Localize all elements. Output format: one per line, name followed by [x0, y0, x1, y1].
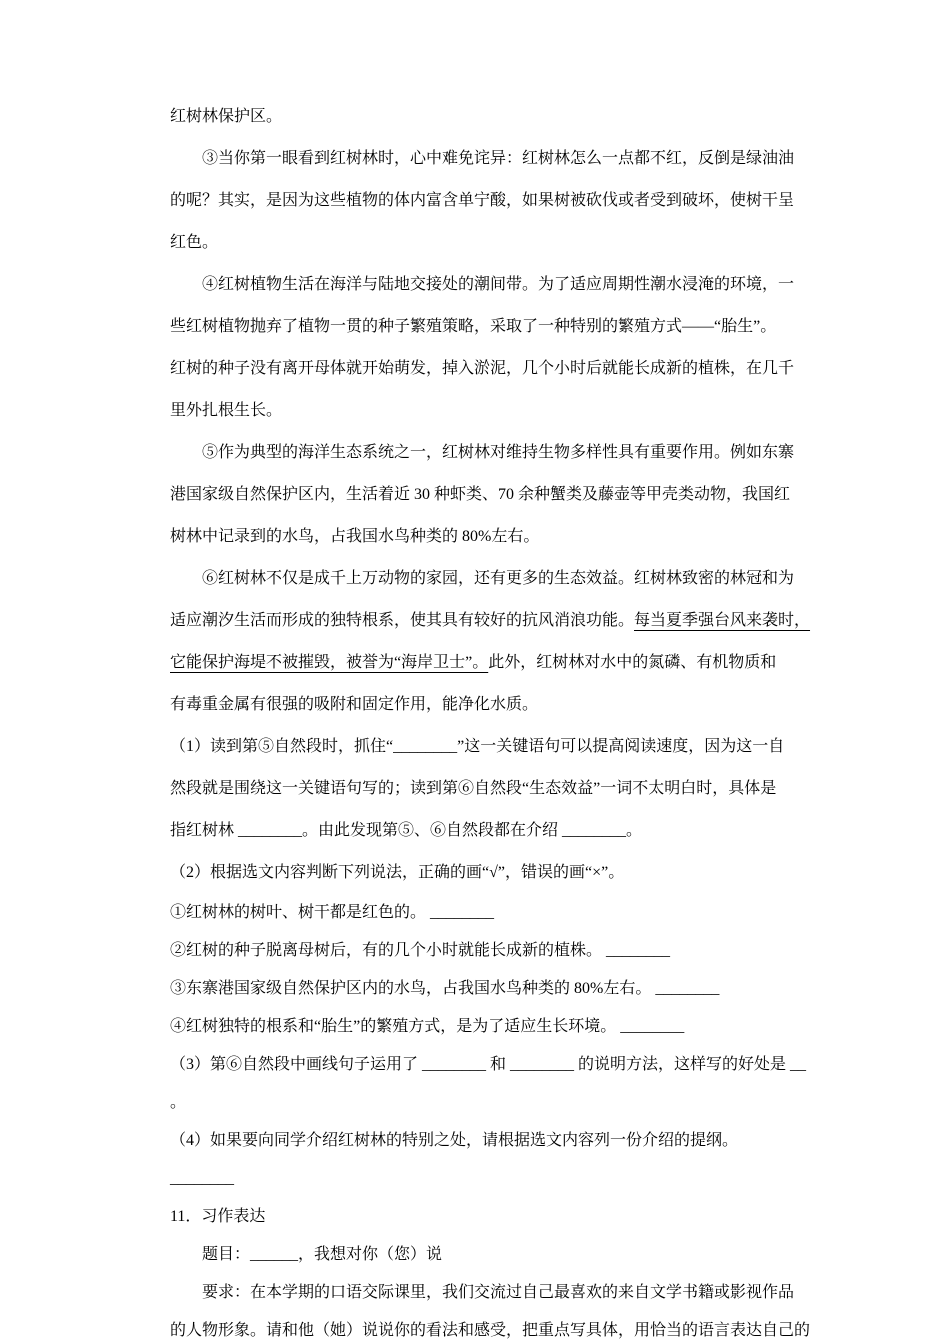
- text-line: [170, 1084, 822, 1122]
- text-segment: ④红树植物生活在海洋与陆地交接处的潮间带。为了适应周期性潮水浸淹的环境，一: [202, 276, 795, 293]
- text-line: [170, 432, 822, 474]
- text-line: [170, 264, 822, 306]
- text-line: [170, 306, 822, 348]
- text-line: [170, 810, 822, 852]
- text-segment: ②红树的种子脱离母树后，有的几个小时就能长成新的植株。 ________: [170, 942, 671, 959]
- text-line: [170, 768, 822, 810]
- text-line: [170, 558, 822, 600]
- text-segment: 指红树林 ________。由此发现第⑤、⑥自然段都在介绍 ________。: [170, 822, 643, 839]
- text-segment: 树林中记录到的水鸟，占我国水鸟种类的 80%左右。: [170, 528, 540, 545]
- text-segment: 11．习作表达: [170, 1208, 266, 1225]
- text-segment: （1）读到第⑤自然段时，抓住“________”这一关键语句可以提高阅读速度，因为这一自: [170, 738, 785, 755]
- text-line: [170, 1312, 822, 1344]
- text-line: [170, 852, 822, 894]
- text-line: [170, 932, 822, 970]
- underlined-text: 每当夏季强台风来袭时，: [634, 612, 811, 629]
- text-line: [170, 1198, 822, 1236]
- text-segment: （2）根据选文内容判断下列说法，正确的画“√”，错误的画“×”。: [170, 864, 625, 881]
- underlined-text: 它能保护海堤不被摧毁，被誉为“海岸卫士”。: [170, 654, 489, 671]
- text-segment: （3）第⑥自然段中画线句子运用了 ________ 和 ________ 的说明方法，这样写的好处是 __: [170, 1056, 807, 1073]
- text-line: [170, 474, 822, 516]
- text-segment: 此外，红树林对水中的氮磷、有机物质和: [488, 654, 777, 671]
- text-segment: 里外扎根生长。: [170, 402, 283, 419]
- passage-section: [170, 96, 822, 894]
- text-segment: 的人物形象。请和他（她）说说你的看法和感受，把重点写具体，用恰当的语言表达自己的: [170, 1322, 811, 1339]
- text-segment: ③当你第一眼看到红树林时，心中难免诧异：红树林怎么一点都不红，反倒是绿油油: [202, 150, 795, 167]
- questions-section: [170, 894, 822, 1344]
- text-line: [170, 600, 822, 642]
- text-segment: 适应潮汐生活而形成的独特根系，使其具有较好的抗风消浪功能。: [170, 612, 635, 629]
- text-line: [170, 684, 822, 726]
- text-segment: 些红树植物抛弃了植物一贯的种子繁殖策略，采取了一种特别的繁殖方式——“胎生”。: [170, 318, 777, 335]
- text-segment: ④红树独特的根系和“胎生”的繁殖方式，是为了适应生长环境。 ________: [170, 1018, 685, 1035]
- text-segment: ①红树林的树叶、树干都是红色的。 ________: [170, 904, 495, 921]
- text-line: [170, 222, 822, 264]
- text-segment: 然段就是围绕这一关键语句写的；读到第⑥自然段“生态效益”一词不太明白时，具体是: [170, 780, 777, 797]
- passage-lines: [170, 96, 822, 894]
- text-line: [170, 726, 822, 768]
- text-line: [170, 1160, 822, 1198]
- text-line: [170, 970, 822, 1008]
- text-line: [170, 138, 822, 180]
- text-line: [170, 1008, 822, 1046]
- text-line: [170, 894, 822, 932]
- text-line: [170, 96, 822, 138]
- text-segment: ③东寨港国家级自然保护区内的水鸟，占我国水鸟种类的 80%左右。 ________: [170, 980, 720, 997]
- text-line: [170, 516, 822, 558]
- text-line: [170, 642, 822, 684]
- text-segment: ⑤作为典型的海洋生态系统之一，红树林对维持生物多样性具有重要作用。例如东寨: [202, 444, 795, 461]
- text-line: [170, 348, 822, 390]
- text-segment: 红色。: [170, 234, 219, 251]
- text-segment: 要求：在本学期的口语交际课里，我们交流过自己最喜欢的来自文学书籍或影视作品: [202, 1284, 795, 1301]
- text-line: [170, 1236, 822, 1274]
- text-segment: 港国家级自然保护区内，生活着近 30 种虾类、70 余种蟹类及藤壶等甲壳类动物，我国红: [170, 486, 791, 503]
- text-line: [170, 1046, 822, 1084]
- text-line: [170, 390, 822, 432]
- text-line: [170, 1122, 822, 1160]
- text-segment: 有毒重金属有很强的吸附和固定作用，能净化水质。: [170, 696, 539, 713]
- text-line: [170, 180, 822, 222]
- text-segment: 红树林保护区。: [170, 108, 283, 125]
- text-segment: ________: [170, 1170, 234, 1187]
- question-lines: [170, 894, 822, 1344]
- text-segment: 。: [170, 1094, 187, 1111]
- text-line: [170, 1274, 822, 1312]
- text-segment: 的呢？其实，是因为这些植物的体内富含单宁酸，如果树被砍伐或者受到破坏，使树干呈: [170, 192, 795, 209]
- text-segment: 题目：______，我想对你（您）说: [202, 1246, 443, 1263]
- text-segment: （4）如果要向同学介绍红树林的特别之处，请根据选文内容列一份介绍的提纲。: [170, 1132, 739, 1149]
- text-segment: ⑥红树林不仅是成千上万动物的家园，还有更多的生态效益。红树林致密的林冠和为: [202, 570, 795, 587]
- text-segment: 红树的种子没有离开母体就开始萌发，掉入淤泥，几个小时后就能长成新的植株，在几千: [170, 360, 795, 377]
